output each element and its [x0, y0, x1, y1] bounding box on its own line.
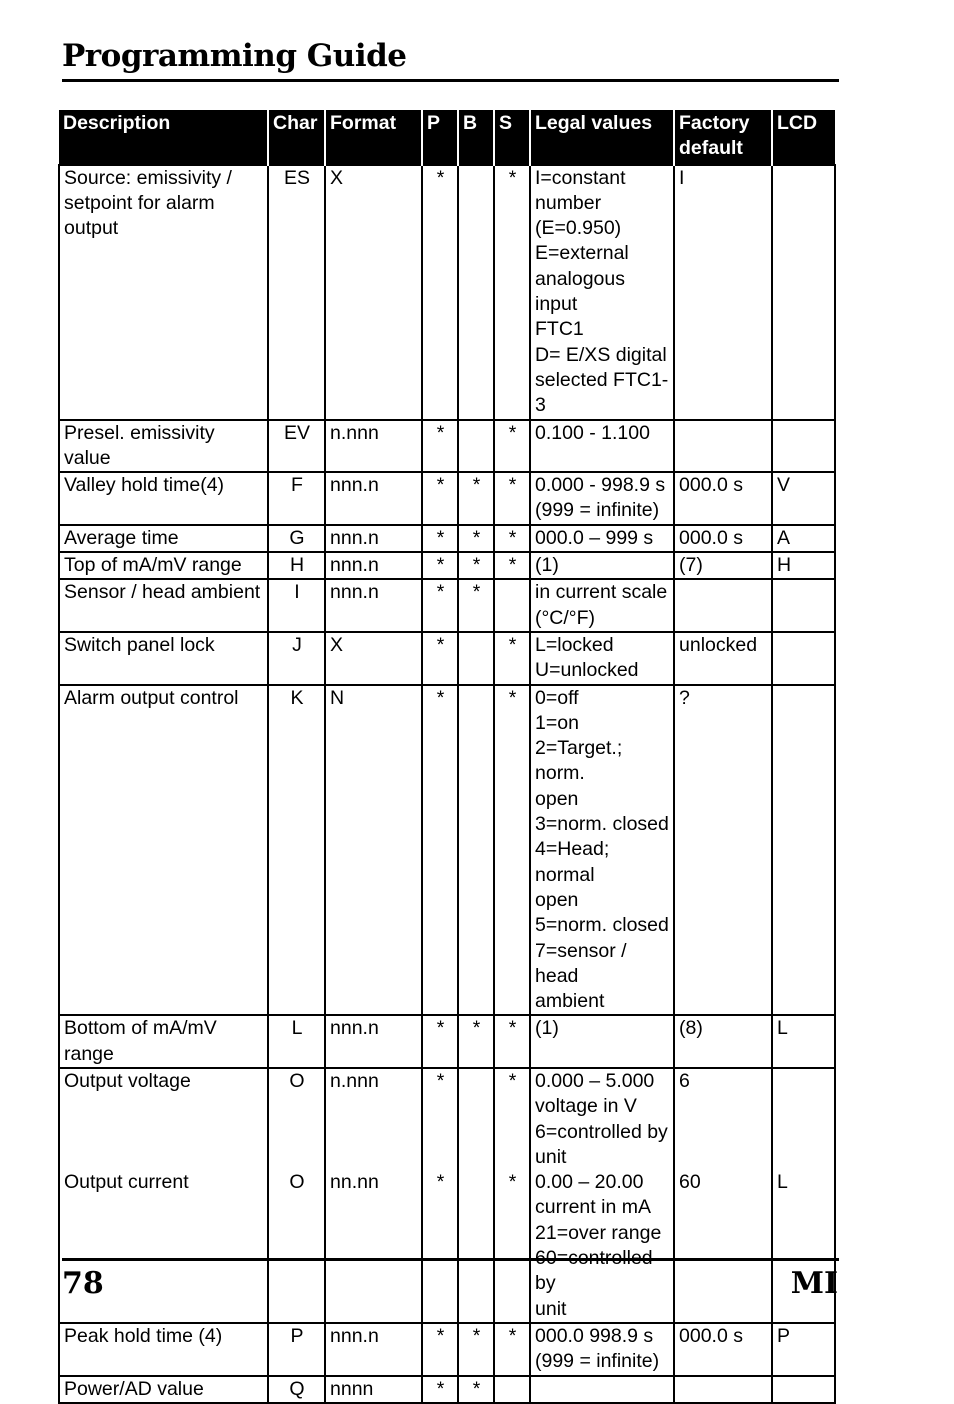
cell-p: *	[422, 552, 458, 579]
cell-p: *	[422, 1323, 458, 1376]
table-row	[59, 1323, 835, 1376]
cell-p: *	[422, 1376, 458, 1403]
cell-b: *	[458, 579, 494, 632]
cell-p: * *	[422, 1068, 458, 1323]
footer-rule	[62, 1258, 839, 1261]
header-rule	[62, 79, 839, 82]
cell-factory-default: ?	[674, 685, 772, 1016]
cell-char: Q	[268, 1376, 325, 1403]
cell-factory-default	[674, 420, 772, 473]
cell-s: *	[494, 685, 530, 1016]
cell-char: I	[268, 579, 325, 632]
cell-s	[494, 1376, 530, 1403]
cell-char: F	[268, 472, 325, 525]
cell-b: *	[458, 525, 494, 552]
cell-factory-default: 6 60	[674, 1068, 772, 1323]
table-row	[59, 579, 835, 632]
cell-b	[458, 420, 494, 473]
cell-description: Switch panel lock	[59, 632, 268, 685]
cell-b: *	[458, 1015, 494, 1068]
cell-legal-values: I=constant number (E=0.950) E=external analogous input FTC1 D= E/XS digital selected FTC1-3	[530, 165, 674, 420]
cell-legal-values: 0=off 1=on 2=Target.; norm. open 3=norm. closed 4=Head; normal open 5=norm. closed 7=sensor / head ambient	[530, 685, 674, 1016]
cell-s: *	[494, 525, 530, 552]
column-header-b: B	[458, 110, 494, 165]
cell-char: K	[268, 685, 325, 1016]
cell-lcd: L	[772, 1068, 835, 1323]
cell-factory-default	[674, 579, 772, 632]
cell-format: N	[325, 685, 422, 1016]
cell-p: *	[422, 579, 458, 632]
cell-format: n.nnn	[325, 420, 422, 473]
cell-p: *	[422, 1015, 458, 1068]
cell-char: H	[268, 552, 325, 579]
cell-s: *	[494, 632, 530, 685]
cell-factory-default: I	[674, 165, 772, 420]
cell-s: *	[494, 1015, 530, 1068]
table-row	[59, 472, 835, 525]
cell-format: nnn.n	[325, 579, 422, 632]
cell-factory-default	[674, 1376, 772, 1403]
column-header-s: S	[494, 110, 530, 165]
cell-b	[458, 165, 494, 420]
parameter-table	[58, 110, 836, 1404]
table-row	[59, 525, 835, 552]
cell-factory-default: (8)	[674, 1015, 772, 1068]
cell-format: nnn.n	[325, 1015, 422, 1068]
cell-lcd	[772, 632, 835, 685]
cell-description: Source: emissivity / setpoint for alarm output	[59, 165, 268, 420]
cell-char: ES	[268, 165, 325, 420]
cell-char: L	[268, 1015, 325, 1068]
cell-lcd	[772, 579, 835, 632]
table-row	[59, 632, 835, 685]
cell-legal-values	[530, 1376, 674, 1403]
cell-legal-values: (1)	[530, 552, 674, 579]
cell-format: nnn.n	[325, 552, 422, 579]
column-header-p: P	[422, 110, 458, 165]
column-header-factory-default: Factory default	[674, 110, 772, 165]
cell-lcd: A	[772, 525, 835, 552]
table-row	[59, 685, 835, 1016]
cell-b: *	[458, 1376, 494, 1403]
cell-legal-values: 000.0 998.9 s (999 = infinite)	[530, 1323, 674, 1376]
cell-lcd	[772, 420, 835, 473]
cell-char: O O	[268, 1068, 325, 1323]
section-label: MI	[790, 1266, 838, 1301]
cell-s: *	[494, 472, 530, 525]
cell-format: n.nnn nn.nn	[325, 1068, 422, 1323]
cell-s: *	[494, 420, 530, 473]
cell-b	[458, 632, 494, 685]
cell-p: *	[422, 632, 458, 685]
cell-p: *	[422, 165, 458, 420]
table-row	[59, 1015, 835, 1068]
cell-lcd	[772, 165, 835, 420]
cell-p: *	[422, 472, 458, 525]
page-header-title: Programming Guide	[62, 38, 407, 74]
table-header-row	[59, 110, 835, 165]
cell-format: nnn.n	[325, 472, 422, 525]
cell-description: Power/AD value	[59, 1376, 268, 1403]
cell-format: X	[325, 632, 422, 685]
cell-factory-default: 000.0 s	[674, 525, 772, 552]
table-body	[59, 165, 835, 1403]
column-header-legal-values: Legal values	[530, 110, 674, 165]
cell-b: *	[458, 552, 494, 579]
cell-description: Sensor / head ambient	[59, 579, 268, 632]
cell-char: EV	[268, 420, 325, 473]
table-row	[59, 552, 835, 579]
cell-factory-default: unlocked	[674, 632, 772, 685]
column-header-description: Description	[59, 110, 268, 165]
column-header-lcd: LCD	[772, 110, 835, 165]
cell-description: Valley hold time(4)	[59, 472, 268, 525]
cell-lcd	[772, 685, 835, 1016]
cell-format: nnn.n	[325, 525, 422, 552]
cell-legal-values: (1)	[530, 1015, 674, 1068]
cell-format: nnnn	[325, 1376, 422, 1403]
cell-p: *	[422, 685, 458, 1016]
cell-format: X	[325, 165, 422, 420]
cell-format: nnn.n	[325, 1323, 422, 1376]
cell-b: *	[458, 1323, 494, 1376]
cell-legal-values: 0.000 – 5.000 voltage in V 6=controlled by unit 0.00 – 20.00 current in mA 21=over range by unit	[530, 1068, 674, 1323]
cell-factory-default: 000.0 s	[674, 472, 772, 525]
cell-p: *	[422, 525, 458, 552]
column-header-format: Format	[325, 110, 422, 165]
cell-char: J	[268, 632, 325, 685]
cell-char: P	[268, 1323, 325, 1376]
cell-legal-values: 0.000 - 998.9 s (999 = infinite)	[530, 472, 674, 525]
cell-lcd: H	[772, 552, 835, 579]
cell-s	[494, 579, 530, 632]
cell-description: Average time	[59, 525, 268, 552]
cell-s: *	[494, 552, 530, 579]
cell-legal-values: in current scale (°C/°F)	[530, 579, 674, 632]
cell-legal-values: 000.0 – 999 s	[530, 525, 674, 552]
cell-legal-values: L=locked U=unlocked	[530, 632, 674, 685]
cell-b	[458, 1068, 494, 1323]
cell-s: *	[494, 165, 530, 420]
cell-lcd	[772, 1376, 835, 1403]
cell-description: Top of mA/mV range	[59, 552, 268, 579]
cell-b: *	[458, 472, 494, 525]
cell-b	[458, 685, 494, 1016]
cell-s: * *	[494, 1068, 530, 1323]
table-row	[59, 165, 835, 420]
cell-lcd: P	[772, 1323, 835, 1376]
cell-s: *	[494, 1323, 530, 1376]
table-row	[59, 1376, 835, 1403]
cell-p: *	[422, 420, 458, 473]
cell-description: Presel. emissivity value	[59, 420, 268, 473]
table-row	[59, 420, 835, 473]
cell-description: Output voltage Output current	[59, 1068, 268, 1323]
cell-description: Alarm output control	[59, 685, 268, 1016]
cell-lcd: V	[772, 472, 835, 525]
cell-description: Peak hold time (4)	[59, 1323, 268, 1376]
cell-char: G	[268, 525, 325, 552]
cell-factory-default: (7)	[674, 552, 772, 579]
column-header-char: Char	[268, 110, 325, 165]
page-number: 78	[62, 1266, 104, 1301]
cell-description: Bottom of mA/mV range	[59, 1015, 268, 1068]
table-row	[59, 1068, 835, 1323]
cell-factory-default: 000.0 s	[674, 1323, 772, 1376]
cell-lcd: L	[772, 1015, 835, 1068]
cell-legal-values: 0.100 - 1.100	[530, 420, 674, 473]
